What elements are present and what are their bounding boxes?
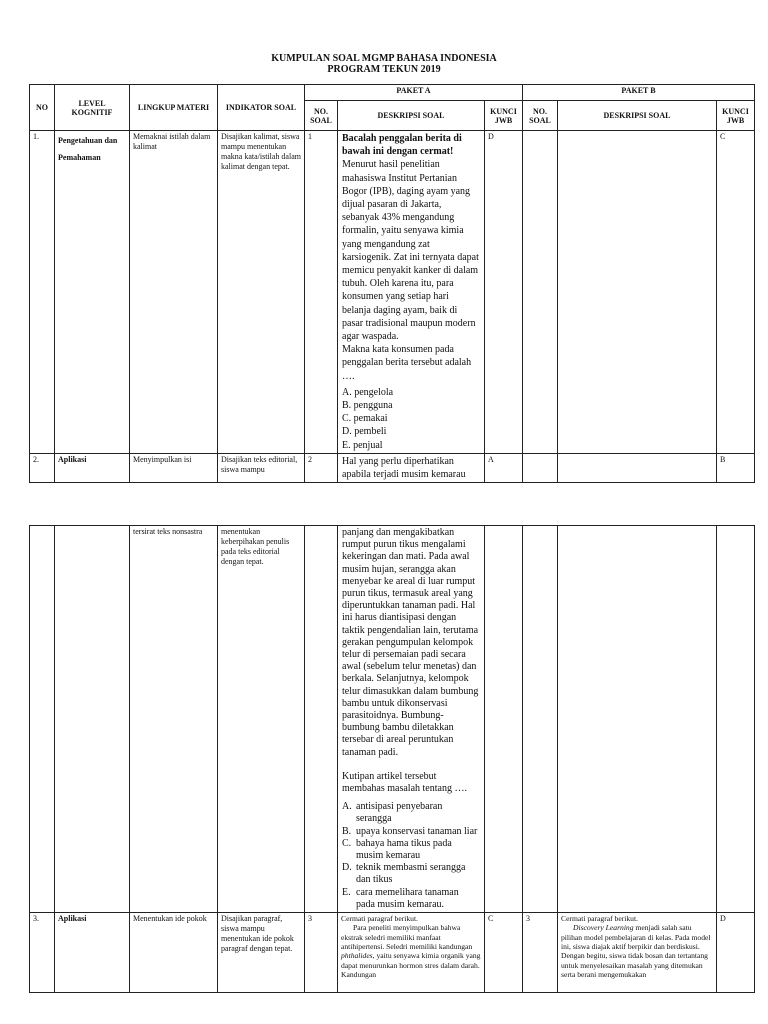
header-paket-a: PAKET A (305, 85, 523, 101)
header-indikator: INDIKATOR SOAL (218, 85, 305, 131)
header-a-no-soal: NO. SOAL (305, 101, 338, 131)
row-a-no-soal: 3 (305, 913, 338, 993)
option-a: A. pengelola (342, 386, 394, 398)
row-b-kunci: C (717, 131, 755, 454)
header-lingkup: LINGKUP MATERI (130, 85, 218, 131)
row-a-no-soal: 2 (305, 453, 338, 482)
row-no: 1. (30, 131, 55, 454)
row-indikator: menentukan keberpihakan penulis pada teks editorial dengan tepat. (218, 526, 305, 913)
row-level: Aplikasi (55, 453, 130, 482)
option-d: D. pembeli (342, 426, 387, 438)
row-a-kunci: C (485, 913, 523, 993)
option-c: C. bahaya hama tikus pada musim kemarau (342, 837, 452, 862)
question-table-page-2 (29, 525, 755, 993)
question-text: Makna kata konsumen pada penggalan berita tersebut adalah …. (342, 344, 472, 382)
table-row (30, 453, 755, 482)
header-b-kunci: KUNCI JWB (717, 101, 755, 131)
row-b-no-soal (523, 131, 558, 454)
question-lead: Bacalah penggalan berita di bawah ini dengan cermat! (342, 133, 462, 158)
option-b: B. upaya konservasi tanaman liar (342, 825, 478, 837)
question-body: Menurut hasil penelitian mahasiswa Institut Pertanian Bogor (IPB), daging ayam yang dijual pasaran di Jakarta, sebanyak 43% mengandung formalin, yaitu senyawa kimia yang mengandung zat karsiogenik. Zat ini ternyata dapat memicu penyakit kanker di dalam tubuh. Oleh karena itu, para konsumen yang setiap hari belanja daging ayam, baik di pasar tradisional maupun modern agar waspada. (342, 159, 479, 343)
row-lingkup: Memaknai istilah dalam kalimat (130, 131, 218, 454)
row-a-no-soal (305, 526, 338, 913)
option-e: E. cara memelihara tanaman pada musim kemarau. (342, 886, 459, 910)
header-a-deskripsi: DESKRIPSI SOAL (338, 101, 485, 131)
header-a-kunci: KUNCI JWB (485, 101, 523, 131)
option-e: E. penjual (342, 439, 383, 451)
table-row (30, 131, 755, 454)
row-a-no-soal: 1 (305, 131, 338, 454)
option-d: D. teknik membasmi serangga dan tikus (342, 862, 466, 886)
row-a-deskripsi: Hal yang perlu diperhatikan apabila terjadi musim kemarau (338, 453, 485, 482)
row-b-deskripsi (558, 913, 717, 993)
row-b-kunci: D (717, 913, 755, 993)
option-b: B. pengguna (342, 400, 393, 412)
row-b-deskripsi (558, 453, 717, 482)
row-b-kunci (717, 526, 755, 913)
row-indikator: Disajikan paragraf, siswa mampu menentukan ide pokok paragraf dengan tepat. (218, 913, 305, 993)
question-body: Para peneliti menyimpulkan bahwa ekstrak seledri memiliki manfaat antihipertensi. Seledri memiliki kandungan phthalides, yaitu senyawa kimia organik yang dapat menurunkan hormon stres dalam darah. Kandungan (341, 923, 481, 979)
table-row (30, 526, 755, 913)
row-a-deskripsi (338, 131, 485, 454)
row-b-deskripsi (558, 526, 717, 913)
row-b-no-soal (523, 453, 558, 482)
row-b-deskripsi (558, 131, 717, 454)
row-a-deskripsi (338, 526, 485, 913)
row-indikator: Disajikan kalimat, siswa mampu menentukan makna kata/istilah dalam kalimat dengan tepat. (218, 131, 305, 454)
header-paket-b: PAKET B (523, 85, 755, 101)
question-lead: Cermati paragraf berikut. (561, 914, 638, 924)
row-level: Pengetahuan dan Pemahaman (55, 131, 130, 454)
row-lingkup: Menyimpulkan isi (130, 453, 218, 482)
question-table-page-1 (29, 84, 755, 483)
title-line-1: KUMPULAN SOAL MGMP BAHASA INDONESIA (271, 53, 497, 64)
row-a-kunci: D (485, 131, 523, 454)
title-line-2: PROGRAM TEKUN 2019 (327, 64, 441, 75)
row-b-kunci: B (717, 453, 755, 482)
header-no: NO (30, 85, 55, 131)
row-a-kunci (485, 526, 523, 913)
option-c: C. pemakai (342, 413, 388, 425)
option-list (342, 801, 480, 911)
row-a-kunci: A (485, 453, 523, 482)
question-text: Kutipan artikel tersebut membahas masalah tentang …. (342, 770, 467, 795)
row-lingkup: Menentukan ide pokok (130, 913, 218, 993)
question-body: panjang dan mengakibatkan rumput purun tikus mengalami kekeringan dan mati. Pada awal musim hujan, serangga akan menyebar ke areal di luar rumput purun tikus, termasuk areal yang diperuntukkan tanaman padi. Hal ini harus diantisipasi dengan taktik pengendalian lain, terutama gerakan pengumpulan kelompok telur di persemaian padi secara awal (sebelum telur menetas) dan berkala. Selanjutnya, kelompok telur dimasukkan dalam bumbung bambu untuk dikonservasi parasitoidnya. Bumbung-bumbung bambu diletakkan tersebar di areal peruntukan tanaman padi. (342, 527, 479, 758)
row-b-no-soal (523, 526, 558, 913)
row-level (55, 526, 130, 913)
question-lead: Cermati paragraf berikut. (341, 914, 418, 924)
row-lingkup: tersirat teks nonsastra (130, 526, 218, 913)
row-no (30, 526, 55, 913)
row-indikator: Disajikan teks editorial, siswa mampu (218, 453, 305, 482)
row-b-no-soal: 3 (523, 913, 558, 993)
header-level: LEVEL KOGNITIF (55, 85, 130, 131)
row-no: 3. (30, 913, 55, 993)
row-a-deskripsi (338, 913, 485, 993)
document-title (0, 53, 768, 75)
table-row (30, 913, 755, 993)
question-body: Discovery Learning menjadi salah satu pilihan model pembelajaran di kelas. Pada model ini, siswa diajak aktif berpikir dan berdiskusi. Dengan begitu, siswa tidak bosan dan tertantang untuk menyelesaikan masalah yang ditemukan serta berani mengemukakan (561, 923, 711, 979)
option-a: A. antisipasi penyebaran serangga (342, 801, 443, 825)
row-no: 2. (30, 453, 55, 482)
header-b-no-soal: NO. SOAL (523, 101, 558, 131)
header-b-deskripsi: DESKRIPSI SOAL (558, 101, 717, 131)
row-level: Aplikasi (55, 913, 130, 993)
